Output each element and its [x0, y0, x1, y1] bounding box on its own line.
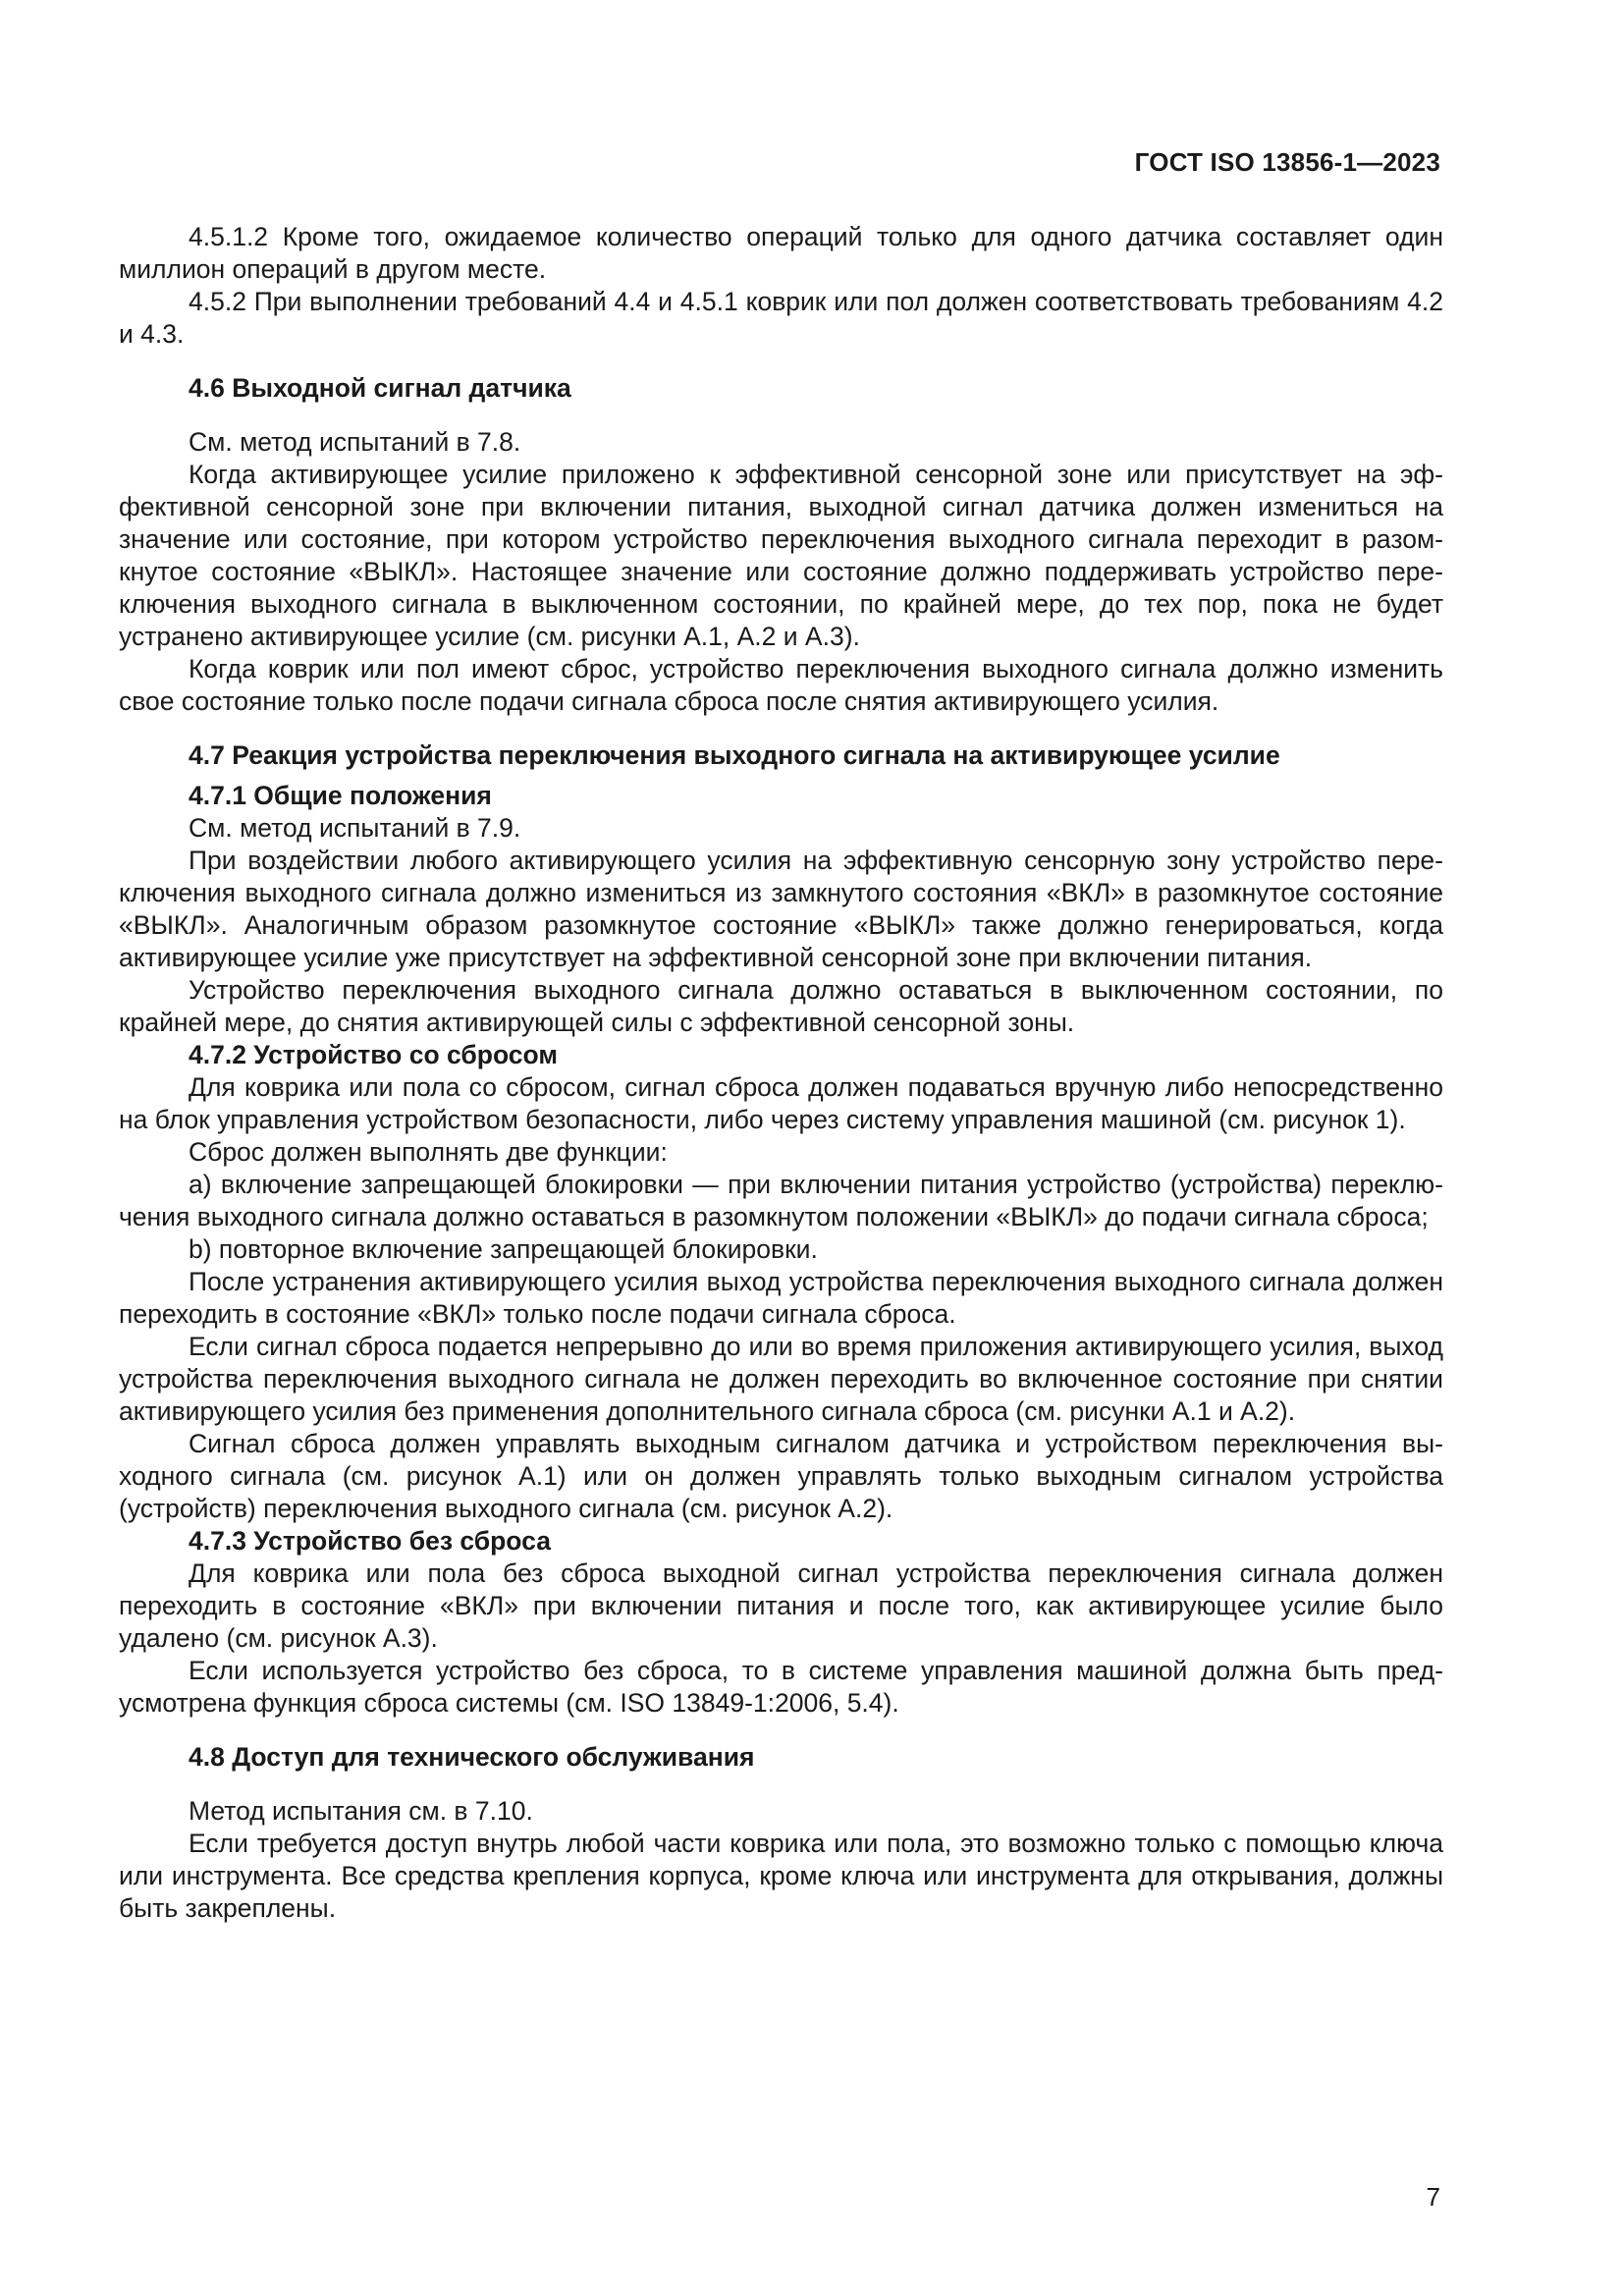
- paragraph-4-7-2-reset-control: Сигнал сброса должен управлять выходным сигналом датчика и устройством переключения выходного сигнала (см. рисунок А.1) или он должен управлять только выходным сигналом устройства (устройств) переключения выходного сигнала (см. рисунок А.2).: [119, 1429, 1443, 1523]
- document-code-header: ГОСТ ISO 13856-1—2023: [1134, 147, 1440, 177]
- section-heading-4-7: 4.7 Реакция устройства переключения выходного сигнала на активирующее усилие: [189, 740, 1280, 770]
- paragraph-4-8-access: Если требуется доступ внутрь любой части коврика или пола, это возможно только с помощью ключа или инструмента. Все средства крепления корпуса, кроме ключа или инструмента для открывания, должны быть закреплены.: [119, 1829, 1443, 1923]
- subsection-heading-4-7-2: 4.7.2 Устройство со сбросом: [189, 1040, 558, 1069]
- paragraph-4-6-reset: Когда коврик или пол имеют сброс, устройство переключения выходного сигнала должно изменить свое состояние только после подачи сигнала сброса после снятия активирующего усилия.: [119, 654, 1443, 716]
- paragraph-4-7-1-off-state: Устройство переключения выходного сигнала должно оставаться в выключенном состоянии, по крайней мере, до снятия активирующей силы с эффективной сенсорной зоны.: [119, 975, 1443, 1037]
- subsection-heading-4-7-3: 4.7.3 Устройство без сброса: [189, 1526, 551, 1556]
- paragraph-4-6-output-signal: Когда активирующее усилие приложено к эффективной сенсорной зоне или присутствует на эффективной сенсорной зоне при включении питания, выходной сигнал датчика должен измениться на значение или состояние, при котором устройство переключения выходного сигнала переходит в разомкнутое состояние «ВЫКЛ». Настоящее значение или состояние должно поддерживать устройство переключения выходного сигнала в выключенном состоянии, по крайней мере, до тех пор, пока не будет устранено активирующее усилие (см. рисунки А.1, А.2 и А.3).: [119, 460, 1443, 651]
- paragraph-4-7-2-reset-signal: Для коврика или пола со сбросом, сигнал сброса должен подаваться вручную либо непосредственно на блок управления устройством безопасности, либо через систему управления машиной (см. рисунок 1).: [119, 1072, 1443, 1134]
- paragraph-4-7-2-continuous-reset: Если сигнал сброса подается непрерывно до или во время приложения активирующего усилия, выход устройства переключения выходного сигнала не должен переходить во включенное состояние при снятии активирующего усилия без применения дополнительного сигнала сброса (см. рисунки А.1 и А.2).: [119, 1332, 1443, 1426]
- paragraph-4-5-1-2: 4.5.1.2 Кроме того, ожидаемое количество операций только для одного датчика составляет один миллион операций в другом месте.: [119, 222, 1443, 284]
- paragraph-4-7-1-effect: При воздействии любого активирующего усилия на эффективную сенсорную зону устройство переключения выходного сигнала должно измениться из замкнутого состояния «ВКЛ» в разомкнутое состояние «ВЫКЛ». Аналогичным образом разомкнутое состояние «ВЫКЛ» также должно генерироваться, когда активирующее усилие уже присутствует на эффективной сенсорной зоне при включении питания.: [119, 846, 1443, 972]
- paragraph-4-8-test-method: Метод испытания см. в 7.10.: [189, 1796, 533, 1826]
- page-number: 7: [1426, 2182, 1440, 2212]
- paragraph-4-6-test-method: См. метод испытаний в 7.8.: [189, 427, 521, 457]
- list-item-4-7-2-a: a) включение запрещающей блокировки — при включении питания устройство (устройства) переключения выходного сигнала должно оставаться в разомкнутом положении «ВЫКЛ» до подачи сигнала сброса;: [119, 1170, 1443, 1231]
- paragraph-4-7-3-system-reset: Если используется устройство без сброса, то в системе управления машиной должна быть предусмотрена функция сброса системы (см. ISO 13849-1:2006, 5.4).: [119, 1656, 1443, 1718]
- paragraph-4-7-2-after-removal: После устранения активирующего усилия выход устройства переключения выходного сигнала должен переходить в состояние «ВКЛ» только после подачи сигнала сброса.: [119, 1267, 1443, 1329]
- paragraph-4-7-1-test-method: См. метод испытаний в 7.9.: [189, 813, 521, 843]
- subsection-heading-4-7-1: 4.7.1 Общие положения: [189, 781, 492, 810]
- section-heading-4-8: 4.8 Доступ для технического обслуживания: [189, 1742, 755, 1772]
- list-item-4-7-2-b: b) повторное включение запрещающей блокировки.: [189, 1234, 818, 1264]
- document-body: [119, 221, 1443, 1925]
- paragraph-4-5-2: 4.5.2 При выполнении требований 4.4 и 4.5.1 коврик или пол должен соответствовать требованиям 4.2 и 4.3.: [119, 287, 1443, 349]
- paragraph-4-7-3-without-reset: Для коврика или пола без сброса выходной сигнал устройства переключения сигнала должен переходить в состояние «ВКЛ» при включении питания и после того, как активирующее усилие было удалено (см. рисунок А.3).: [119, 1558, 1443, 1653]
- paragraph-4-7-2-two-functions: Сброс должен выполнять две функции:: [189, 1137, 668, 1167]
- section-heading-4-6: 4.6 Выходной сигнал датчика: [189, 373, 571, 403]
